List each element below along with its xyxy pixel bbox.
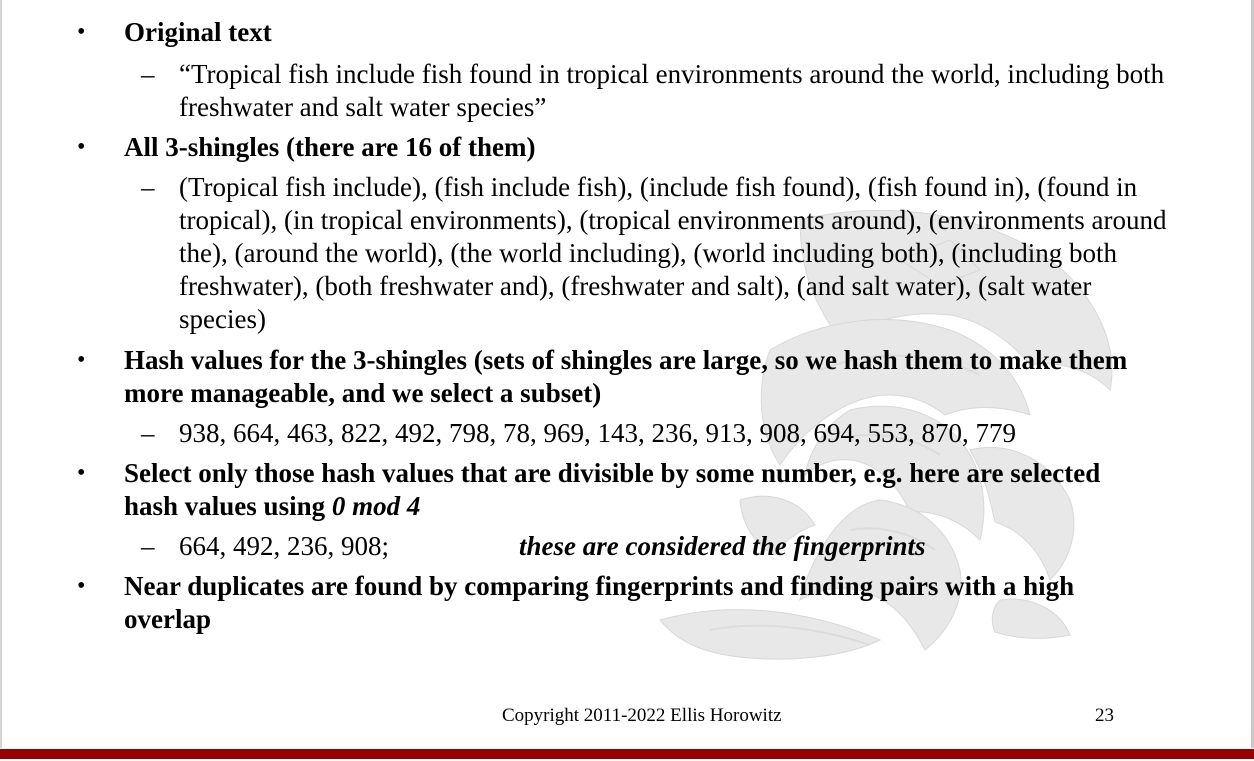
dash: – (141, 418, 155, 448)
dash: – (141, 531, 155, 561)
sub-bullet-text: 938, 664, 463, 822, 492, 798, 78, 969, 143, 236, 913, 908, 694, 553, 870, 779 (179, 418, 1016, 448)
sub-bullet-text: 664, 492, 236, 908; (179, 531, 390, 561)
bullet: • (77, 460, 86, 486)
dash: – (141, 172, 155, 202)
page-number: 23 (1095, 705, 1114, 726)
bullet: • (77, 573, 86, 599)
bullet-heading-text: Select only those hash values that are divisible by some number, e.g. here are selected hash values using (124, 458, 1101, 521)
sub-bullet-text: “Tropical fish include fish found in tropical environments around the world, including both freshwater and salt water species” (179, 59, 1165, 122)
bullet: • (77, 347, 86, 373)
dash: – (141, 59, 155, 89)
mod-emphasis: 0 mod 4 (331, 491, 421, 521)
bullet-heading: Original text (124, 17, 272, 47)
left-border (0, 0, 2, 748)
bullet: • (77, 134, 86, 160)
bottom-accent-bar (0, 749, 1254, 759)
bullet: • (77, 19, 86, 45)
footer-copyright: Copyright 2011-2022 Ellis Horowitz (502, 705, 782, 726)
fingerprints-note: these are considered the fingerprints (519, 531, 926, 561)
sub-bullet-text: (Tropical fish include), (fish include fish), (include fish found), (fish found in), (found in tropical), (in tropical environments), (tropical environments around), (environments around the), (around the world), (the world including), (world including both), (including both freshwater), (both freshwater and), (freshwater and salt), (and salt water), (salt water species) (179, 172, 1167, 334)
bullet-heading: Near duplicates are found by comparing fingerprints and finding pairs with a high overlap (124, 571, 1075, 634)
bullet-heading: All 3-shingles (there are 16 of them) (124, 132, 536, 162)
bullet-heading: Hash values for the 3-shingles (sets of shingles are large, so we hash them to make them more manageable, and we select a subset) (124, 345, 1128, 408)
bullet-heading (124, 457, 1154, 523)
